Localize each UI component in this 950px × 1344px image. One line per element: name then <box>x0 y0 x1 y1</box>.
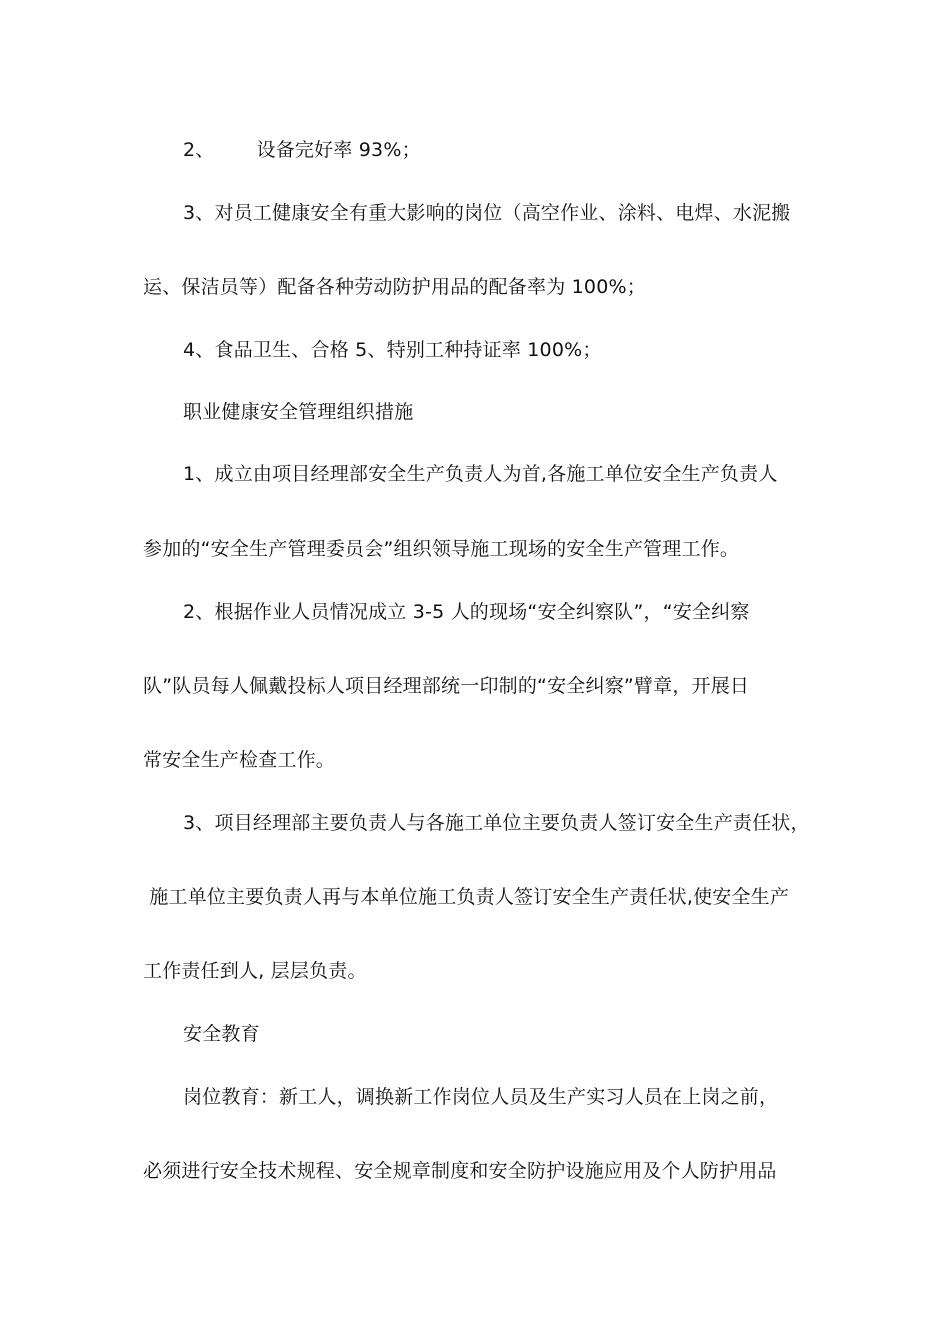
text-line: 工作责任到人, 层层负责。 <box>143 960 367 982</box>
section-heading: 安全教育 <box>183 1023 260 1045</box>
text-line-equipment-rate <box>183 138 421 162</box>
text-line: 施工单位主要负责人再与本单位施工负责人签订安全生产责任状,使安全生产 <box>143 886 790 908</box>
text-line: 必须进行安全技术规程、安全规章制度和安全防护设施应用及个人防护用品 <box>143 1160 777 1182</box>
line-text: 设备完好率 93%； <box>256 139 421 161</box>
text-line: 队”队员每人佩戴投标人项目经理部统一印制的“安全纠察”臂章，开展日 <box>143 675 750 697</box>
text-line: 运、保洁员等）配备各种劳动防护用品的配备率为 100%； <box>143 276 646 298</box>
text-line: 3、项目经理部主要负责人与各施工单位主要负责人签订安全生产责任状， <box>183 812 810 834</box>
text-line: 4、食品卫生、合格 5、特别工种持证率 100%； <box>183 339 602 361</box>
text-line: 2、根据作业人员情况成立 3-5 人的现场“安全纠察队”，“安全纠察 <box>183 601 750 623</box>
section-heading: 职业健康安全管理组织措施 <box>183 401 414 423</box>
text-line: 参加的“安全生产管理委员会”组织领导施工现场的安全生产管理工作。 <box>143 538 740 560</box>
text-line: 岗位教育：新工人，调换新工作岗位人员及生产实习人员在上岗之前， <box>183 1086 779 1108</box>
item-number: 2、 <box>183 139 215 161</box>
text-line: 1、成立由项目经理部安全生产负责人为首,各施工单位安全生产负责人 <box>183 463 778 485</box>
text-line: 3、对员工健康安全有重大影响的岗位（高空作业、涂料、电焊、水泥搬 <box>183 202 791 224</box>
text-line: 常安全生产检查工作。 <box>143 749 336 771</box>
